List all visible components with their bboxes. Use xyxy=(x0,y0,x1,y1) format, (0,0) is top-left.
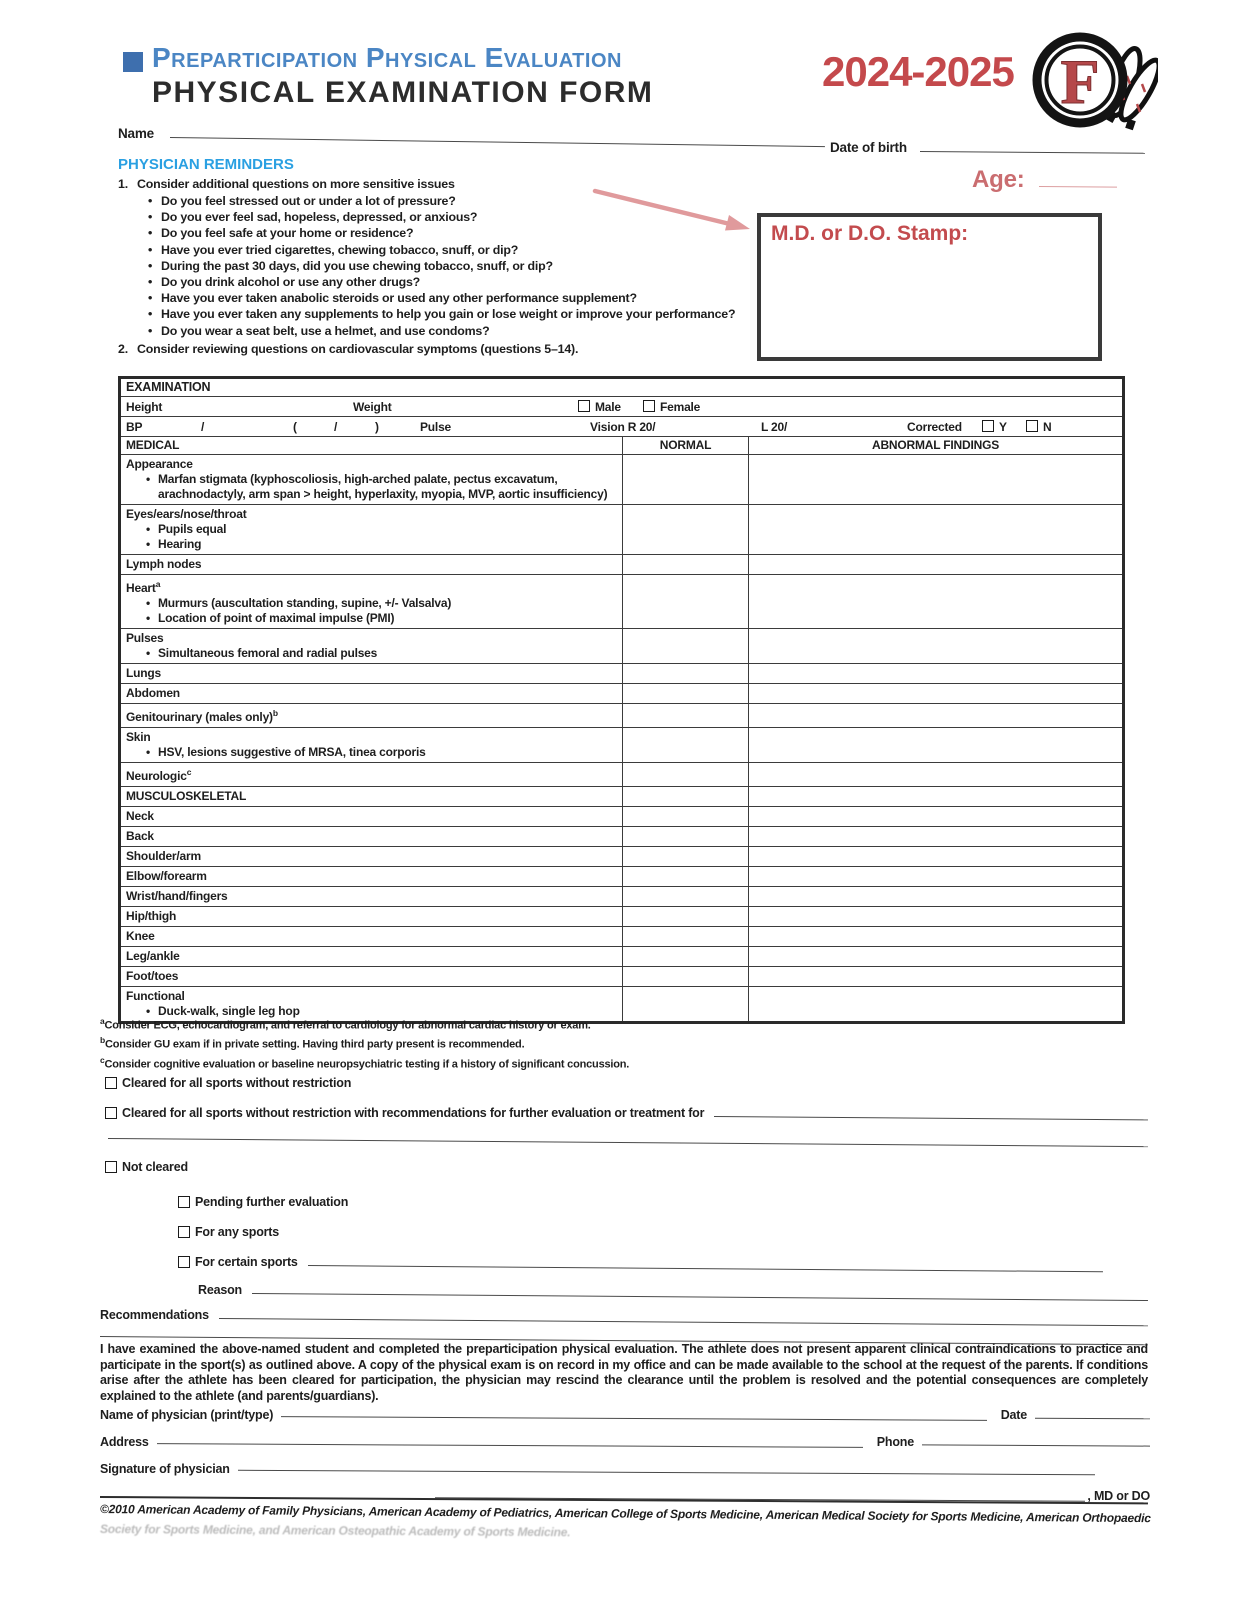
reminder-bullet: • Have you ever tried cigarettes, chewing tobacco, snuff, or dip? xyxy=(148,242,808,258)
cleared-recs-continuation-line[interactable] xyxy=(108,1136,1148,1147)
abnormal-findings-cell[interactable] xyxy=(749,887,1124,907)
exam-row xyxy=(120,947,1124,967)
vision-r-label: Vision R 20/ xyxy=(590,420,656,434)
dob-label: Date of birth xyxy=(830,140,907,155)
column-header-normal: NORMAL xyxy=(623,437,749,455)
exam-row xyxy=(120,455,1124,505)
signature-label: Signature of physician xyxy=(100,1462,230,1476)
corrected-yes-option xyxy=(982,420,1007,435)
phone-label: Phone xyxy=(876,1435,914,1449)
reason-row xyxy=(198,1283,1148,1297)
clearance-option-not-cleared xyxy=(105,1160,505,1174)
column-header-medical: MEDICAL xyxy=(120,437,623,455)
abnormal-findings-cell[interactable] xyxy=(749,763,1124,787)
female-option xyxy=(643,400,700,415)
reason-label: Reason xyxy=(198,1283,242,1297)
exam-row-label: Elbow/forearm xyxy=(120,867,623,887)
pending-evaluation-label: Pending further evaluation xyxy=(195,1195,349,1209)
dob-input-line[interactable] xyxy=(920,149,1145,154)
address-input-line[interactable] xyxy=(157,1441,863,1448)
copyright-line-2-faded: Society for Sports Medicine, and American Osteopathic Academy of Sports Medicine. xyxy=(99,1522,571,1540)
abnormal-findings-cell[interactable] xyxy=(749,455,1124,505)
column-header-abnormal: ABNORMAL FINDINGS xyxy=(749,437,1124,455)
normal-cell[interactable] xyxy=(623,827,749,847)
exam-row xyxy=(120,847,1124,867)
exam-row xyxy=(120,763,1124,787)
stamp-box-label: M.D. or D.O. Stamp: xyxy=(771,222,969,245)
reminder-item-1-number: 1. xyxy=(118,177,128,191)
abnormal-findings-cell[interactable] xyxy=(749,967,1124,987)
normal-cell[interactable] xyxy=(623,664,749,684)
reminder-bullet: • Do you wear a seat belt, use a helmet, and use condoms? xyxy=(148,323,808,339)
abnormal-findings-cell[interactable] xyxy=(749,847,1124,867)
signature-row xyxy=(100,1462,1150,1476)
normal-cell[interactable] xyxy=(623,763,749,787)
normal-cell[interactable] xyxy=(623,629,749,664)
corrected-no-checkbox[interactable] xyxy=(1026,420,1038,432)
for-any-sports-label: For any sports xyxy=(195,1225,280,1239)
not-cleared-label: Not cleared xyxy=(122,1160,188,1174)
footnote: $^b$Consider GU exam if in private setting. Having third party present is recommended. xyxy=(100,1035,525,1051)
exam-row xyxy=(120,728,1124,763)
age-input-line[interactable] xyxy=(1039,184,1117,188)
reminder-item-2 xyxy=(118,341,808,357)
name-label: Name xyxy=(118,126,154,141)
exam-row xyxy=(120,907,1124,927)
exam-row-label: MUSCULOSKELETAL xyxy=(120,787,623,807)
for-certain-sports-label: For certain sports xyxy=(195,1255,298,1269)
reminder-bullet: • Do you feel safe at your home or residence? xyxy=(148,225,808,241)
not-cleared-checkbox[interactable] xyxy=(105,1161,117,1173)
exam-row-label: Neurologic$^c$ xyxy=(120,763,623,787)
exam-row xyxy=(120,684,1124,704)
footnotes xyxy=(100,1014,1020,1072)
recommendations-label: Recommendations xyxy=(100,1308,209,1322)
reminder-bullet: • Have you ever taken anabolic steroids or used any other performance supplement? xyxy=(148,290,808,306)
reminder-item-2-text: Consider reviewing questions on cardiovascular symptoms (questions 5–14). xyxy=(137,341,579,356)
exam-row xyxy=(120,927,1124,947)
exam-row-label: Knee xyxy=(120,927,623,947)
recommendations-row xyxy=(100,1308,1148,1322)
exam-section-title: EXAMINATION xyxy=(120,378,1124,397)
exam-table-body xyxy=(120,455,1124,1023)
exam-row-label: Appearance • Marfan stigmata (kyphoscoliosis, high-arched palate, pectus excavatum, arachnodactyly, arm span > height, hyperlaxity, myopia, MVP, aortic insufficiency) xyxy=(120,455,623,505)
abnormal-findings-cell[interactable] xyxy=(749,664,1124,684)
exam-row xyxy=(120,827,1124,847)
abnormal-findings-cell[interactable] xyxy=(749,867,1124,887)
corrected-yes-label: Y xyxy=(999,420,1007,434)
normal-cell[interactable] xyxy=(623,505,749,555)
physician-reminders-heading: PHYSICIAN REMINDERS xyxy=(118,156,294,173)
date-input-line[interactable] xyxy=(1035,1416,1150,1420)
for-certain-sports-checkbox[interactable] xyxy=(178,1256,190,1268)
exam-row xyxy=(120,575,1124,629)
attestation-paragraph: I have examined the above-named student and completed the preparticipation physical evaluation. The athlete does not present apparent clinical contraindications to practice and participate in the sport(s) as outlined above. A copy of the physical exam is on record in my office and can be made available to the school at the request of the parents. If conditions arise after the athlete has been cleared for participation, the physician may rescind the clearance until the problem is resolved and the potential consequences are completely explained to the athlete (and parents/guardians). xyxy=(100,1342,1148,1403)
bp-slash-2: / xyxy=(334,420,338,434)
stamp-pointer-arrow-icon xyxy=(560,178,760,240)
exam-row xyxy=(120,807,1124,827)
abnormal-findings-cell[interactable] xyxy=(749,907,1124,927)
abnormal-findings-cell[interactable] xyxy=(749,927,1124,947)
exam-row-label: Wrist/hand/fingers xyxy=(120,887,623,907)
age-field-row xyxy=(972,166,1117,194)
copyright-line: ©2010 American Academy of Family Physicians, American Academy of Pediatrics, American College of Sports Medicine, American Medical Society for Sports Medicine, American Orthopaedic xyxy=(99,1502,1151,1526)
female-checkbox[interactable] xyxy=(643,400,655,412)
exam-row-label: Back xyxy=(120,827,623,847)
reminder-bullet: • During the past 30 days, did you use chewing tobacco, snuff, or dip? xyxy=(148,258,808,274)
vision-l-label: L 20/ xyxy=(761,420,788,434)
bp-slash-1: / xyxy=(201,420,205,434)
bp-paren-open: ( xyxy=(293,420,297,434)
not-cleared-sub-certain-sports xyxy=(178,1255,1103,1269)
pending-evaluation-checkbox[interactable] xyxy=(178,1196,190,1208)
abnormal-findings-cell[interactable] xyxy=(749,728,1124,763)
name-field-row xyxy=(118,126,825,141)
normal-cell[interactable] xyxy=(623,684,749,704)
address-label: Address xyxy=(100,1435,149,1449)
date-label: Date xyxy=(1000,1408,1027,1422)
reminder-bullet: • Do you drink alcohol or use any other drugs? xyxy=(148,274,808,290)
exam-row-label: Foot/toes xyxy=(120,967,623,987)
vitals-row-2-cell xyxy=(120,417,1124,437)
normal-cell[interactable] xyxy=(623,704,749,728)
normal-cell[interactable] xyxy=(623,807,749,827)
abnormal-findings-cell[interactable] xyxy=(749,704,1124,728)
school-logo-f-icon xyxy=(1028,24,1158,138)
for-certain-sports-input-line[interactable] xyxy=(308,1263,1103,1272)
exam-row-label: Hip/thigh xyxy=(120,907,623,927)
normal-cell[interactable] xyxy=(623,575,749,629)
corrected-no-option xyxy=(1026,420,1051,435)
signature-section xyxy=(100,1408,1150,1503)
exam-row-label: Pulses • Simultaneous femoral and radial pulses xyxy=(120,629,623,664)
not-cleared-sub-any-sports xyxy=(178,1225,578,1239)
exam-table-head-static xyxy=(120,378,1124,455)
corrected-yes-checkbox[interactable] xyxy=(982,420,994,432)
examination-table xyxy=(118,376,1125,1024)
physician-name-input-line[interactable] xyxy=(281,1414,987,1421)
reminder-bullet: • Do you feel stressed out or under a lot of pressure? xyxy=(148,193,808,209)
normal-cell[interactable] xyxy=(623,455,749,505)
corrected-no-label: N xyxy=(1043,420,1052,434)
not-cleared-sub-pending xyxy=(178,1195,578,1209)
abnormal-findings-cell[interactable] xyxy=(749,575,1124,629)
vitals-row-2 xyxy=(120,417,1124,437)
exam-row-label: Abdomen xyxy=(120,684,623,704)
exam-row xyxy=(120,887,1124,907)
normal-cell[interactable] xyxy=(623,967,749,987)
female-label: Female xyxy=(660,400,701,414)
normal-cell[interactable] xyxy=(623,847,749,867)
phone-input-line[interactable] xyxy=(922,1442,1150,1446)
reminder-item-2-number: 2. xyxy=(118,341,128,356)
normal-cell[interactable] xyxy=(623,787,749,807)
age-label: Age: xyxy=(972,166,1025,193)
normal-cell[interactable] xyxy=(623,728,749,763)
exam-row xyxy=(120,629,1124,664)
md-or-do-suffix: , MD or DO xyxy=(1087,1489,1150,1503)
exam-row-label: Heart$^a$ • Murmurs (auscultation standing, supine, +/- Valsalva) • Location of point of maximal impulse (PMI) xyxy=(120,575,623,629)
normal-cell[interactable] xyxy=(623,555,749,575)
school-year: 2024-2025 xyxy=(822,48,1014,95)
male-option xyxy=(578,400,621,415)
cleared-recs-input-line[interactable] xyxy=(714,1114,1148,1120)
blue-square-bullet-icon xyxy=(123,52,143,72)
male-checkbox[interactable] xyxy=(578,400,590,412)
clearance-option-cleared xyxy=(105,1076,1145,1090)
recommendations-input-line[interactable] xyxy=(219,1316,1148,1326)
signature-input-line[interactable] xyxy=(238,1468,1095,1475)
exam-row-label: Lungs xyxy=(120,664,623,684)
logo-letter: F xyxy=(1060,46,1100,117)
normal-cell[interactable] xyxy=(623,867,749,887)
exam-row-label: Lymph nodes xyxy=(120,555,623,575)
weight-label: Weight xyxy=(353,400,392,414)
bp-label: BP xyxy=(126,420,143,434)
physician-name-label: Name of physician (print/type) xyxy=(100,1408,274,1422)
abnormal-findings-cell[interactable] xyxy=(749,629,1124,664)
abnormal-findings-cell[interactable] xyxy=(749,505,1124,555)
md-do-stamp-box[interactable] xyxy=(757,213,1102,361)
reminder-item-1-text: Consider additional questions on more sensitive issues xyxy=(137,177,455,191)
footnote: $^c$Consider cognitive evaluation or baseline neuropsychiatric testing if a history of significant concussion. xyxy=(100,1054,630,1071)
cleared-label: Cleared for all sports without restriction xyxy=(122,1076,352,1090)
for-any-sports-checkbox[interactable] xyxy=(178,1226,190,1238)
height-label: Height xyxy=(126,400,163,414)
normal-cell[interactable] xyxy=(623,887,749,907)
vitals-row-1 xyxy=(120,397,1124,417)
normal-cell[interactable] xyxy=(623,947,749,967)
exam-row-label: Neck xyxy=(120,807,623,827)
cleared-checkbox[interactable] xyxy=(105,1077,117,1089)
exam-section-title-row xyxy=(120,378,1124,397)
abnormal-findings-cell[interactable] xyxy=(749,827,1124,847)
exam-row xyxy=(120,664,1124,684)
page-title: PHYSICAL EXAMINATION FORM xyxy=(152,76,654,109)
pulse-label: Pulse xyxy=(420,420,452,434)
exam-row xyxy=(120,867,1124,887)
exam-row-label: Skin • HSV, lesions suggestive of MRSA, tinea corporis xyxy=(120,728,623,763)
clearance-option-cleared-recs xyxy=(105,1106,1148,1120)
exam-row-label: Functional • Duck-walk, single leg hop xyxy=(120,987,623,1023)
exam-row-label: Leg/ankle xyxy=(120,947,623,967)
exam-row-label: Eyes/ears/nose/throat • Pupils equal • Hearing xyxy=(120,505,623,555)
exam-row xyxy=(120,555,1124,575)
normal-cell[interactable] xyxy=(623,927,749,947)
exam-section-row xyxy=(120,787,1124,807)
reminder-bullet: • Do you ever feel sad, hopeless, depressed, or anxious? xyxy=(148,209,808,225)
cleared-recs-checkbox[interactable] xyxy=(105,1107,117,1119)
exam-row xyxy=(120,704,1124,728)
name-input-line[interactable] xyxy=(170,135,825,147)
footnote: $^a$Consider ECG, echocardiogram, and referral to cardiology for abnormal cardiac history or exam. xyxy=(100,1016,591,1032)
exam-column-header-row xyxy=(120,437,1124,455)
reminder-bullet: • Have you ever taken any supplements to help you gain or lose weight or improve your performance? xyxy=(148,306,808,322)
abnormal-findings-cell[interactable] xyxy=(749,555,1124,575)
bp-paren-close: ) xyxy=(375,420,379,434)
corrected-label: Corrected xyxy=(907,420,962,434)
reason-input-line[interactable] xyxy=(252,1291,1148,1301)
exam-row xyxy=(120,967,1124,987)
recommendations-continuation-row xyxy=(100,1334,1148,1337)
normal-cell[interactable] xyxy=(623,907,749,927)
address-row xyxy=(100,1435,1150,1449)
form-kicker: Preparticipation Physical Evaluation xyxy=(152,42,622,73)
exam-row xyxy=(120,505,1124,555)
male-label: Male xyxy=(595,400,621,414)
clearance-continuation-row xyxy=(108,1136,1148,1139)
exam-row-label: Shoulder/arm xyxy=(120,847,623,867)
dob-field-row xyxy=(830,140,1145,155)
abnormal-findings-cell[interactable] xyxy=(749,684,1124,704)
exam-row-label: Genitourinary (males only)$^b$ xyxy=(120,704,623,728)
abnormal-findings-cell[interactable] xyxy=(749,947,1124,967)
abnormal-findings-cell[interactable] xyxy=(749,807,1124,827)
vitals-row-1-cell xyxy=(120,397,1124,417)
cleared-recs-label: Cleared for all sports without restriction with recommendations for further evaluation or treatment for xyxy=(122,1106,705,1120)
physician-name-row xyxy=(100,1408,1150,1422)
abnormal-findings-cell[interactable] xyxy=(749,787,1124,807)
